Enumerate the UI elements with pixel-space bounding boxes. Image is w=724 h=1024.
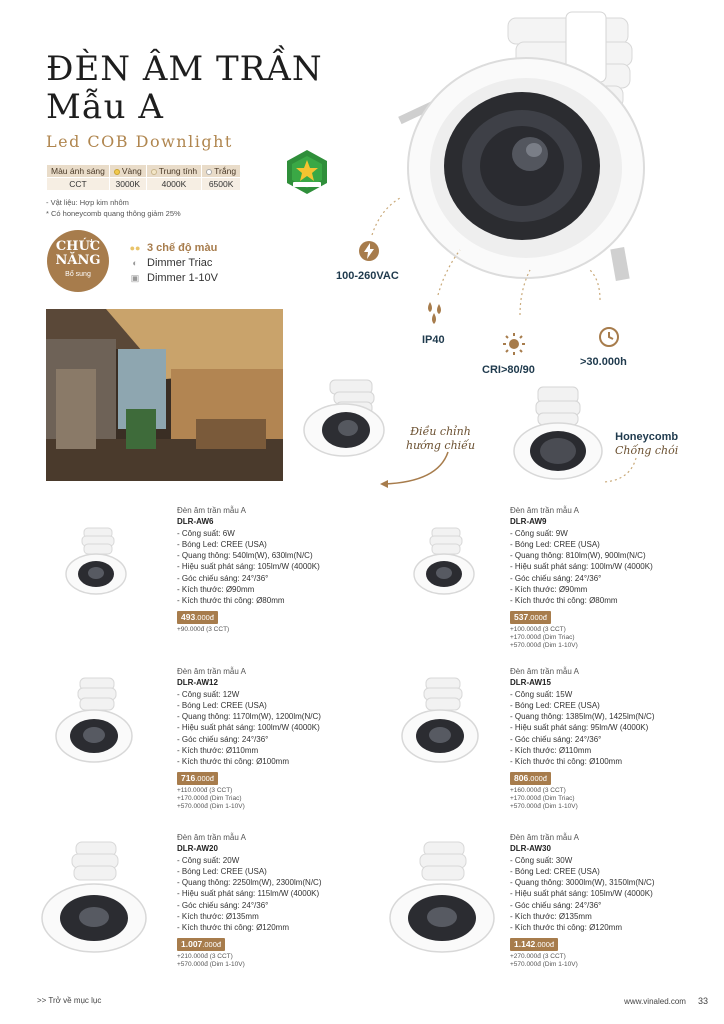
function-badge xyxy=(47,230,109,292)
table-cell: 4000K xyxy=(146,178,201,191)
back-to-contents-link[interactable]: >> Trở về mục lục xyxy=(37,996,102,1005)
product-code: DLR-AW9 xyxy=(510,517,547,527)
price-tag xyxy=(510,611,551,624)
table-header-cell: Vàng xyxy=(121,166,142,176)
product-code: DLR-AW20 xyxy=(177,844,218,854)
price-addons xyxy=(510,787,655,811)
product-card-aw30 xyxy=(510,832,655,969)
honeycomb-callout xyxy=(615,430,678,458)
product-image-aw30 xyxy=(386,840,498,956)
warm-dot-icon xyxy=(114,169,120,175)
addon-line: +170.000đ (Dim Triac) xyxy=(510,794,575,802)
spec-line: - Kích thước: Ø110mm xyxy=(510,746,592,756)
spec-line: - Kích thước thi công: Ø100mm xyxy=(177,757,289,767)
color-temperature-table xyxy=(46,164,241,191)
sun-icon xyxy=(502,332,526,362)
spec-line: - Hiệu suất phát sáng: 105lm/W (4000K) xyxy=(177,562,320,572)
price-unit: .000đ xyxy=(195,612,214,622)
price-value: 806 xyxy=(514,772,529,783)
function-item-label: Dimmer Triac xyxy=(147,257,213,269)
spec-line: - Hiệu suất phát sáng: 95lm/W (4000K) xyxy=(510,723,649,733)
function-item-label: 3 chế độ màu xyxy=(147,242,218,254)
table-header-cell: Trắng xyxy=(214,166,237,176)
spec-line: - Kích thước thi công: Ø120mm xyxy=(177,923,289,933)
spec-line: - Kích thước thi công: Ø120mm xyxy=(510,923,622,933)
addon-line: +110.000đ (3 CCT) xyxy=(177,786,233,794)
product-category: Đèn âm trần mẫu A xyxy=(510,506,579,515)
product-card-aw6 xyxy=(177,505,320,634)
table-header-cell: Màu ánh sáng xyxy=(47,165,110,178)
price-unit: .000đ xyxy=(535,939,555,949)
spec-line: - Công suất: 20W xyxy=(177,855,240,865)
price-value: 1.007 xyxy=(181,938,203,949)
addon-line: +160.000đ (3 CCT) xyxy=(510,786,566,794)
interior-photo xyxy=(46,309,283,481)
dimmer-switch-icon: ▣ xyxy=(130,273,140,283)
website-link[interactable]: www.vinaled.com xyxy=(624,997,686,1006)
spec-line: - Kích thước thi công: Ø80mm xyxy=(177,596,285,606)
water-drop-icon xyxy=(424,300,446,332)
spec-line: - Công suất: 15W xyxy=(510,689,573,699)
table-cell: CCT xyxy=(47,178,110,191)
spec-line: - Công suất: 12W xyxy=(177,689,240,699)
spec-line: - Quang thông: 810lm(W), 900lm(N/C) xyxy=(510,551,646,561)
price-tag xyxy=(177,611,218,624)
spec-line: - Góc chiếu sáng: 24°/36° xyxy=(177,573,269,583)
adjustable-downlight-image xyxy=(300,378,390,458)
addon-line: +570.000đ (Dim 1-10V) xyxy=(510,641,578,649)
price-unit: .000đ xyxy=(202,939,222,949)
clock-icon xyxy=(598,326,620,354)
price-addons xyxy=(177,626,320,634)
addon-line: +170.000đ (Dim Triac) xyxy=(510,633,575,641)
lifetime-label: >30.000h xyxy=(580,356,627,368)
notes xyxy=(46,197,181,219)
spec-line: - Kích thước thi công: Ø100mm xyxy=(510,757,622,767)
cool-dot-icon xyxy=(206,169,212,175)
spec-line: - Quang thông: 2250lm(W), 2300lm(N/C) xyxy=(177,878,322,888)
spec-line: - Bóng Led: CREE (USA) xyxy=(510,539,600,549)
spec-line: - Kích thước: Ø90mm xyxy=(510,585,588,595)
adjust-callout-line-2: hướng chiếu xyxy=(406,439,476,452)
spec-line: - Kích thước: Ø135mm xyxy=(510,912,592,922)
addon-line: +90.000đ (3 CCT) xyxy=(177,625,230,633)
honeycomb-note: * Có honeycomb quang thông giảm 25% xyxy=(46,209,181,218)
spec-line: - Bóng Led: CREE (USA) xyxy=(177,700,267,710)
cri-label: CRI>80/90 xyxy=(482,364,535,376)
certification-badge-icon xyxy=(283,148,331,196)
table-cell: 6500K xyxy=(202,178,241,191)
spec-line: - Công suất: 30W xyxy=(510,855,573,865)
function-item-label: Dimmer 1-10V xyxy=(147,272,218,284)
price-tag xyxy=(177,938,225,951)
spec-line: - Hiệu suất phát sáng: 115lm/W (4000K) xyxy=(177,889,320,899)
price-addons xyxy=(510,953,655,969)
addon-line: +570.000đ (Dim 1-10V) xyxy=(177,802,245,810)
ip-rating-label: IP40 xyxy=(422,334,445,346)
spec-line: - Góc chiếu sáng: 24°/36° xyxy=(510,900,602,910)
voltage-label: 100-260VAC xyxy=(336,270,399,282)
spec-line: - Kích thước: Ø135mm xyxy=(177,912,259,922)
product-code: DLR-AW30 xyxy=(510,844,551,854)
addon-line: +270.000đ (3 CCT) xyxy=(510,952,566,960)
product-image-aw12 xyxy=(52,676,138,764)
page-number: 33 xyxy=(697,996,708,1006)
price-tag xyxy=(177,772,218,785)
product-category: Đèn âm trần mẫu A xyxy=(177,667,246,676)
product-image-aw15 xyxy=(398,676,484,764)
spec-line: - Bóng Led: CREE (USA) xyxy=(177,539,267,549)
spec-line: - Quang thông: 1385lm(W), 1425lm(N/C) xyxy=(510,712,655,722)
color-modes-icon: ●● xyxy=(129,243,141,253)
spec-line: - Bóng Led: CREE (USA) xyxy=(177,866,267,876)
function-title-2: NĂNG xyxy=(55,253,101,268)
product-code: DLR-AW15 xyxy=(510,678,551,688)
table-header-cell: Trung tính xyxy=(158,166,198,176)
addon-line: +100.000đ (3 CCT) xyxy=(510,625,566,633)
addon-line: +570.000đ (Dim 1-10V) xyxy=(177,960,245,968)
price-tag xyxy=(510,938,558,951)
product-code: DLR-AW6 xyxy=(177,517,214,527)
price-addons xyxy=(510,626,653,650)
product-image-aw6 xyxy=(62,526,130,596)
spec-line: - Quang thông: 540lm(W), 630lm(N/C) xyxy=(177,551,313,561)
dotted-arrow-icon xyxy=(600,456,640,486)
spec-line: - Góc chiếu sáng: 24°/36° xyxy=(510,734,602,744)
function-item xyxy=(128,256,218,271)
spec-line: - Góc chiếu sáng: 24°/36° xyxy=(510,573,602,583)
material-note: - Vật liệu: Hợp kim nhôm xyxy=(46,198,129,207)
spec-line: - Công suất: 6W xyxy=(177,528,235,538)
function-subtitle: Bổ sung xyxy=(65,271,91,278)
function-item xyxy=(128,241,218,256)
price-value: 1.142 xyxy=(514,938,536,949)
product-category: Đèn âm trần mẫu A xyxy=(177,506,246,515)
product-card-aw12 xyxy=(177,666,321,811)
adjust-callout-line-1: Điều chỉnh xyxy=(410,425,471,438)
adjust-callout xyxy=(406,425,475,453)
function-title-1: CHỨC xyxy=(55,239,101,254)
page-subtitle: Led COB Downlight xyxy=(46,132,233,151)
spec-line: - Kích thước: Ø110mm xyxy=(177,746,259,756)
product-card-aw20 xyxy=(177,832,322,969)
spec-line: - Kích thước thi công: Ø80mm xyxy=(510,596,618,606)
addon-line: +210.000đ (3 CCT) xyxy=(177,952,233,960)
dimmer-triac-icon: ◐ xyxy=(132,258,138,268)
spec-line: - Hiệu suất phát sáng: 100lm/W (4000K) xyxy=(177,723,320,733)
product-code: DLR-AW12 xyxy=(177,678,218,688)
spec-line: - Quang thông: 1170lm(W), 1200lm(N/C) xyxy=(177,712,321,722)
price-tag xyxy=(510,772,551,785)
spec-line: - Quang thông: 3000lm(W), 3150lm(N/C) xyxy=(510,878,655,888)
price-value: 493 xyxy=(181,611,196,622)
spec-line: - Bóng Led: CREE (USA) xyxy=(510,866,600,876)
product-card-aw9 xyxy=(510,505,653,650)
spec-line: - Kích thước: Ø90mm xyxy=(177,585,255,595)
product-category: Đèn âm trần mẫu A xyxy=(510,667,579,676)
curved-arrow-icon xyxy=(378,450,458,490)
spec-line: - Hiệu suất phát sáng: 105lm/W (4000K) xyxy=(510,889,653,899)
spec-line: - Góc chiếu sáng: 24°/36° xyxy=(177,734,269,744)
addon-line: +570.000đ (Dim 1-10V) xyxy=(510,802,578,810)
price-unit: .000đ xyxy=(195,773,214,783)
title-line-1: ĐÈN ÂM TRẦN xyxy=(46,49,323,89)
honeycomb-callout-line-2: Chống chói xyxy=(615,444,679,457)
product-image-aw20 xyxy=(38,840,150,956)
table-cell: 3000K xyxy=(109,178,146,191)
power-icon xyxy=(358,240,380,268)
product-category: Đèn âm trần mẫu A xyxy=(510,833,579,842)
product-image-aw9 xyxy=(410,526,478,596)
spec-line: - Công suất: 9W xyxy=(510,528,568,538)
price-value: 537 xyxy=(514,611,529,622)
product-card-aw15 xyxy=(510,666,655,811)
price-addons xyxy=(177,953,322,969)
addon-line: +170.000đ (Dim Triac) xyxy=(177,794,242,802)
spec-line: - Bóng Led: CREE (USA) xyxy=(510,700,600,710)
neutral-dot-icon xyxy=(151,169,157,175)
product-category: Đèn âm trần mẫu A xyxy=(177,833,246,842)
function-list xyxy=(128,241,218,286)
price-addons xyxy=(177,787,321,811)
footer-right xyxy=(624,996,708,1006)
honeycomb-downlight-image xyxy=(508,385,608,483)
price-unit: .000đ xyxy=(528,773,547,783)
addon-line: +570.000đ (Dim 1-10V) xyxy=(510,960,578,968)
function-item xyxy=(128,271,218,286)
page-title xyxy=(46,50,323,126)
spec-line: - Hiệu suất phát sáng: 100lm/W (4000K) xyxy=(510,562,653,572)
price-value: 716 xyxy=(181,772,196,783)
honeycomb-callout-line-1: Honeycomb xyxy=(615,431,679,443)
spec-line: - Góc chiếu sáng: 24°/36° xyxy=(177,900,269,910)
price-unit: .000đ xyxy=(528,612,547,622)
title-line-2: Mẫu A xyxy=(46,87,164,127)
